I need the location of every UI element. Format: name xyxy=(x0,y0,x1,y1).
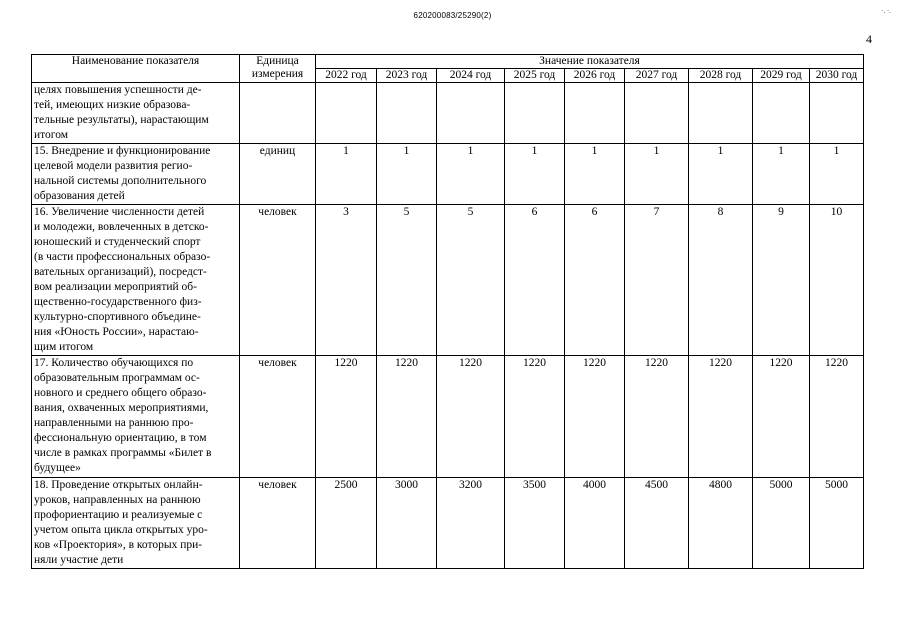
table-row xyxy=(32,478,864,569)
row-value xyxy=(316,83,377,144)
row-value: 1 xyxy=(810,144,864,205)
year-header: 2027 год xyxy=(625,69,689,83)
row-value: 1 xyxy=(689,144,753,205)
row-name-line: вательных организаций), посредст- xyxy=(34,266,207,278)
row-value: 2500 xyxy=(316,478,377,569)
row-name-line: новного и среднего общего образо- xyxy=(34,387,207,399)
table-row xyxy=(32,356,864,478)
row-value: 4000 xyxy=(565,478,625,569)
table-row xyxy=(32,83,864,144)
row-name-line: 17. Количество обучающихся по xyxy=(34,357,194,369)
row-value: 3500 xyxy=(505,478,565,569)
header-indicator-name: Наименование показателя xyxy=(32,55,240,83)
row-name-line: учетом опыта цикла открытых уро- xyxy=(34,524,208,536)
year-header: 2029 год xyxy=(753,69,810,83)
row-name-line: фессиональную ориентацию, в том xyxy=(34,432,207,444)
row-name xyxy=(32,144,240,205)
header-unit-line-1: Единица xyxy=(256,55,299,67)
row-name-line: няли участие дети xyxy=(34,554,124,566)
row-value: 3200 xyxy=(437,478,505,569)
row-name-line: нальной системы дополнительного xyxy=(34,175,207,187)
row-value: 1 xyxy=(505,144,565,205)
row-name-line: профориентацию и реализуемые с xyxy=(34,509,203,521)
row-name-line: образовательным программам ос- xyxy=(34,372,200,384)
row-name-line: культурно-спортивного объедине- xyxy=(34,311,201,323)
row-name-line: тей, имеющих низкие образова- xyxy=(34,99,191,111)
header-unit-line-2: измерения xyxy=(251,68,304,80)
row-unit: человек xyxy=(240,356,316,478)
document-number: 620200083/25290(2) xyxy=(413,11,492,20)
row-value: 1 xyxy=(625,144,689,205)
row-value: 8 xyxy=(689,205,753,356)
row-name-line: щим итогом xyxy=(34,341,94,353)
row-name-line: целевой модели развития регио- xyxy=(34,160,193,172)
row-name-line: 16. Увеличение численности детей xyxy=(34,206,205,218)
row-name-line: 15. Внедрение и функционирование xyxy=(34,145,211,157)
row-name xyxy=(32,205,240,356)
row-value: 3000 xyxy=(377,478,437,569)
row-value: 6 xyxy=(565,205,625,356)
row-name-line: юношеский и студенческий спорт xyxy=(34,236,201,248)
header-values: Значение показателя xyxy=(316,55,864,69)
row-value xyxy=(625,83,689,144)
row-value: 5000 xyxy=(753,478,810,569)
row-name-line: ния «Юность России», нарастаю- xyxy=(34,326,199,338)
row-name-line: итогом xyxy=(34,129,69,141)
row-value: 10 xyxy=(810,205,864,356)
row-value xyxy=(753,83,810,144)
row-name-line: будущее» xyxy=(34,462,81,474)
row-name xyxy=(32,478,240,569)
row-unit: человек xyxy=(240,478,316,569)
row-value: 1 xyxy=(437,144,505,205)
row-value: 1220 xyxy=(625,356,689,478)
row-name-line: вом реализации мероприятий об- xyxy=(34,281,197,293)
row-name-line: тельные результаты), нарастающим xyxy=(34,114,209,126)
indicator-table xyxy=(31,54,864,569)
row-name-line: ков «Проектория», в которых при- xyxy=(34,539,203,551)
row-name-line: (в части профессиональных образо- xyxy=(34,251,211,263)
year-header: 2025 год xyxy=(505,69,565,83)
row-value: 1220 xyxy=(437,356,505,478)
row-value: 1220 xyxy=(377,356,437,478)
row-value xyxy=(810,83,864,144)
row-value: 1220 xyxy=(753,356,810,478)
table-row xyxy=(32,144,864,205)
table-row xyxy=(32,205,864,356)
row-value: 1220 xyxy=(565,356,625,478)
row-value: 9 xyxy=(753,205,810,356)
row-value: 1 xyxy=(565,144,625,205)
row-value: 1 xyxy=(377,144,437,205)
row-value: 1 xyxy=(753,144,810,205)
row-value xyxy=(505,83,565,144)
row-value: 5 xyxy=(377,205,437,356)
row-value: 6 xyxy=(505,205,565,356)
row-value: 1 xyxy=(316,144,377,205)
row-name-line: и молодежи, вовлеченных в детско- xyxy=(34,221,209,233)
year-header: 2030 год xyxy=(810,69,864,83)
year-header: 2024 год xyxy=(437,69,505,83)
year-header: 2023 год xyxy=(377,69,437,83)
row-value xyxy=(565,83,625,144)
header-unit xyxy=(240,55,316,83)
year-header: 2022 год xyxy=(316,69,377,83)
row-unit: единиц xyxy=(240,144,316,205)
row-name-line: направленными на раннюю про- xyxy=(34,417,194,429)
row-value xyxy=(377,83,437,144)
row-value: 1220 xyxy=(810,356,864,478)
row-value xyxy=(437,83,505,144)
row-value: 7 xyxy=(625,205,689,356)
year-header: 2028 год xyxy=(689,69,753,83)
row-value: 5 xyxy=(437,205,505,356)
row-value: 1220 xyxy=(316,356,377,478)
row-value: 4500 xyxy=(625,478,689,569)
row-name-line: числе в рамках программы «Билет в xyxy=(34,447,212,459)
row-name-line: щественно-государственного физ- xyxy=(34,296,202,308)
row-name xyxy=(32,356,240,478)
row-name-line: образования детей xyxy=(34,190,125,202)
row-unit xyxy=(240,83,316,144)
row-value: 1220 xyxy=(689,356,753,478)
page-number: 4 xyxy=(866,32,872,46)
row-name-line: целях повышения успешности де- xyxy=(34,84,202,96)
row-unit: человек xyxy=(240,205,316,356)
row-value: 4800 xyxy=(689,478,753,569)
corner-mark: ·. ·. xyxy=(881,7,891,15)
row-name-line: 18. Проведение открытых онлайн- xyxy=(34,479,203,491)
row-value: 3 xyxy=(316,205,377,356)
year-header: 2026 год xyxy=(565,69,625,83)
row-value xyxy=(689,83,753,144)
row-name-line: вания, охваченных мероприятиями, xyxy=(34,402,209,414)
row-value: 1220 xyxy=(505,356,565,478)
row-value: 5000 xyxy=(810,478,864,569)
row-name-line: уроков, направленных на раннюю xyxy=(34,494,201,506)
row-name xyxy=(32,83,240,144)
